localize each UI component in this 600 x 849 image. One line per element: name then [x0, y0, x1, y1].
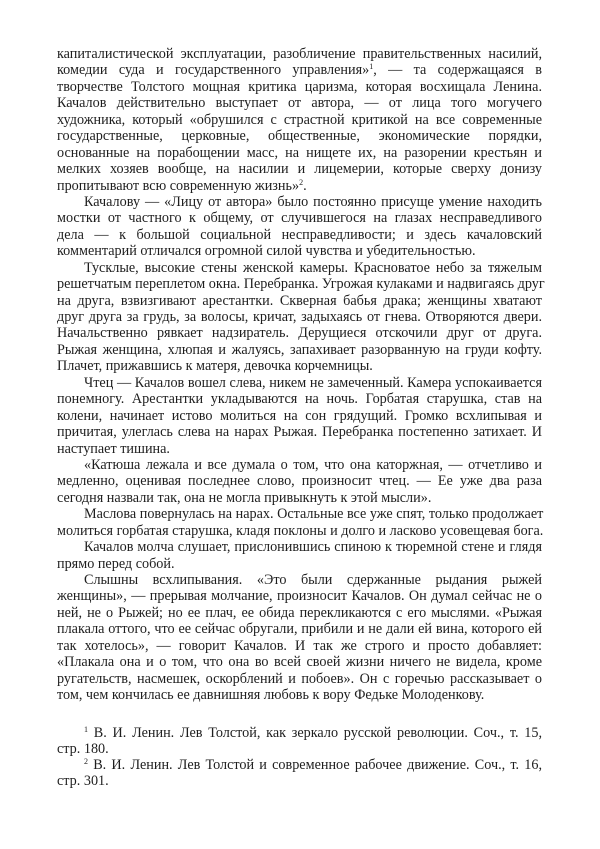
text-line: Слышны всхлипывания. «Это были сдержанные рыдания рыжей [84, 572, 542, 588]
text-line: наступает тишина. [57, 440, 170, 457]
text-line: молиться горбатая старушка, кладя поклоны и долго и ласково усовещевая бога. [57, 522, 544, 539]
text-line: капиталистической эксплуатации, разобличение правительственных насилий, [57, 46, 542, 62]
text-line: на друга, взвизгивают арестантки. Скверная бабья драка; женщины хватают [57, 292, 542, 309]
text-line: Плачет, прижавшись к матеря, девочка корчемницы. [57, 358, 373, 375]
text-line: Начальственно рявкает надзиратель. Дерущиеся отскочили друг от друга. [57, 325, 542, 342]
text-line: Качалов действительно выступает от автора, — от лица того могучего [57, 95, 542, 112]
text-line: медленно, оценивая последнее слово, произносит чтец. — Ее уже два раза [57, 473, 542, 490]
text-line: так хотелось», — говорит Качалов. И так же строго и просто добавляет: [57, 637, 542, 654]
footnote-1-text: В. И. Ленин. Лев Толстой, как зеркало русской революции. Соч., т. 15, [93, 724, 542, 741]
text-line: пропитывают всю современную жизнь»$^2$. [57, 177, 307, 194]
text-line: решетчатым переплетом окна. Перебранка. Угрожая кулаками и надвигаясь друг [57, 276, 545, 293]
text-line: комментарий отличался огромной силой чувства и убедительностью. [57, 243, 476, 260]
text-line: Маслова повернулась на нарах. Остальные все уже спят, только продолжает [84, 506, 544, 523]
text-line: плакала оттого, что ее сейчас обругали, прибили и не дали ей вина, которого ей [57, 621, 542, 638]
text-line: творчестве Толстого мощная критика царизма, которая восхищала Ленина. [57, 78, 542, 95]
text-line: художника, который «обрушился с страстной критикой на все современные [57, 111, 542, 128]
document-page [57, 46, 545, 790]
text-line: мостки от частного к общему, от случившегося на глазах несправедливого [57, 210, 542, 227]
text-line: колени, начинает истово молиться на сон грядущий. Громко всхлипывая и [57, 407, 542, 424]
text-line: друг друга за грудь, за волосы, кричат, задыхаясь от гнева. Отворяются двери. [57, 309, 542, 325]
text-line: Чтец — Качалов вошел слева, никем не замеченный. Камера успокаивается [84, 374, 542, 391]
text-line: причитая, улеглась слева на нарах Рыжая. Перебранка постепенно затихает. И [57, 424, 542, 441]
footnote-ref-1: 1 [369, 62, 374, 72]
text-line: Рыжая женщина, хлюпая и жалуясь, запахивает разорванную на груди кофту. [57, 341, 542, 358]
text-line: ругательств, насмешек, оскорблений и побоев». Он с горечью рассказывает о [57, 670, 542, 687]
text-line: сегодня назвали так, она не могла привыкнуть к этой мысли». [57, 489, 432, 506]
text-line: Тусклые, высокие стены женской камеры. Красноватое небо за тяжелым [84, 259, 542, 276]
text-line: ней, не о Рыжей; но ее плач, ее обида перекликаются с его мыслями. «Рыжая [57, 604, 542, 621]
text-line: прямо перед собой. [57, 555, 175, 572]
text-line: основанные на порабощении масс, на нищете их, на разорении крестьян и [57, 144, 542, 161]
footnote-1-marker: 1 [84, 724, 88, 734]
text-line: «Катюша лежала и все думала о том, что она каторжная, — отчетливо и [84, 456, 542, 473]
text-line: женщины», — прерывая молчание, произносит Качалов. Он думал сейчас не о [57, 588, 542, 605]
footnote-ref-2: 2 [299, 177, 304, 187]
footnotes [57, 725, 542, 790]
footnote-2-text: В. И. Ленин. Лев Толстой и современное рабочее движение. Соч., т. 16, [93, 756, 543, 773]
footnote-2-line-1 [57, 757, 542, 773]
footnote-2-line-2: стр. 301. [57, 773, 109, 790]
text-line: государственные, церковные, общественные, экономические порядки, [57, 128, 542, 145]
footnote-1-line-1 [57, 725, 542, 741]
footnote-1-line-2: стр. 180. [57, 740, 109, 757]
text-line: Качалову — «Лицу от автора» было постоянно присуще умение находить [84, 193, 542, 210]
text-line: мелких хозяев вообще, на насилии и лицемерии, которые сверху донизу [57, 161, 542, 178]
text-line: понемногу. Арестантки укладываются на ночь. Горбатая старушка, став на [57, 391, 542, 408]
text-line: комедии суда и государственного управления»$^1$, — та содержащаяся в [57, 62, 542, 79]
body-text [57, 46, 545, 704]
text-line: «Плакала она и о том, что она во всей своей жизни ничего не видела, кроме [57, 654, 542, 671]
footnote-2-marker: 2 [84, 756, 88, 766]
text-line: Качалов молча слушает, прислонившись спиною к тюремной стене и глядя [84, 539, 542, 556]
text-line: том, чем кончилась ее давнишняя любовь к вору Федьке Молоденкову. [57, 687, 485, 704]
text-line: дела — к большой социальной несправедливости; и здесь качаловский [57, 226, 542, 243]
